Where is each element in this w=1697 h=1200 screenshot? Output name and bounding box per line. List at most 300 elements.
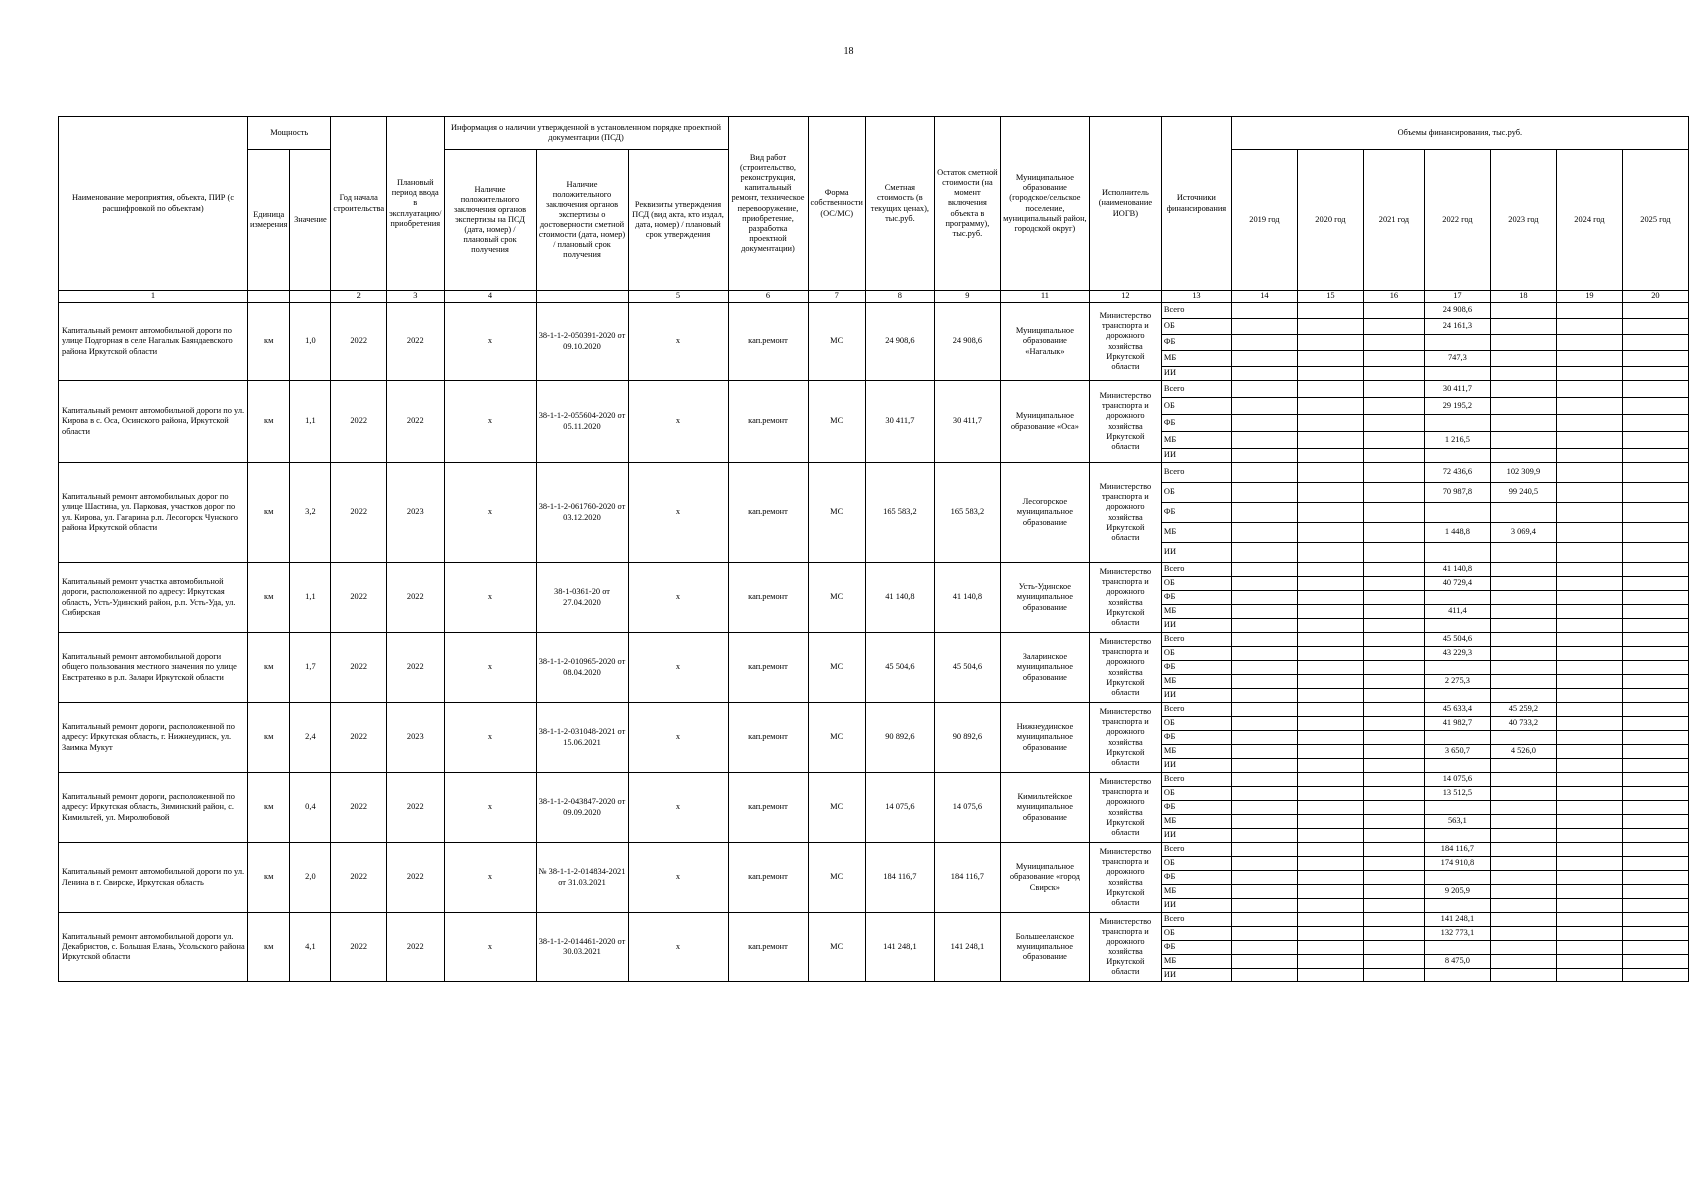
header-start-year: Год начала строительства	[331, 117, 387, 291]
header-psd-info: Информация о наличии утвержденной в установленном порядке проектной документации (ПСД)	[444, 117, 728, 150]
row-psd-approval: х	[628, 913, 728, 982]
row-funding-2021	[1363, 843, 1424, 857]
row-value: 1,1	[290, 563, 331, 633]
row-municipality: Кимильтейское муниципальное образование	[1000, 773, 1089, 843]
row-psd-cost: 38-1-1-2-010965-2020 от 08.04.2020	[536, 633, 628, 703]
row-funding-2023	[1490, 415, 1556, 432]
header-work-type: Вид работ (строительство, реконструкция, капитальный ремонт, техническое перевооружение, приобретение, разработка проектной документации)	[728, 117, 808, 291]
row-funding-2020	[1297, 543, 1363, 563]
row-municipality: Муниципальное образование «Оса»	[1000, 381, 1089, 463]
row-funding-source: МБ	[1161, 815, 1231, 829]
row-funding-2024	[1556, 675, 1622, 689]
row-funding-2025	[1622, 647, 1688, 661]
row-funding-2025	[1622, 633, 1688, 647]
row-remainder: 14 075,6	[934, 773, 1000, 843]
row-funding-2022	[1424, 731, 1490, 745]
header-psd-cost: Наличие положительного заключения органов экспертизы о достоверности сметной стоимости (дата, номер) / плановый срок получения	[536, 150, 628, 291]
row-funding-2020	[1297, 955, 1363, 969]
row-funding-2021	[1363, 745, 1424, 759]
row-funding-source: ОБ	[1161, 927, 1231, 941]
row-funding-2023	[1490, 913, 1556, 927]
row-funding-2024	[1556, 577, 1622, 591]
row-psd-expertise: х	[444, 703, 536, 773]
row-funding-2023: 102 309,9	[1490, 463, 1556, 483]
row-funding-2022: 1 216,5	[1424, 432, 1490, 449]
row-funding-2024	[1556, 381, 1622, 398]
row-estimate: 45 504,6	[865, 633, 934, 703]
column-number: 15	[1297, 291, 1363, 303]
row-psd-cost: 38-1-1-2-055604-2020 от 05.11.2020	[536, 381, 628, 463]
header-sources: Источники финансирования	[1161, 117, 1231, 291]
column-number: 14	[1231, 291, 1297, 303]
row-funding-2019	[1231, 787, 1297, 801]
row-funding-2025	[1622, 381, 1688, 398]
row-funding-2024	[1556, 591, 1622, 605]
column-number: 9	[934, 291, 1000, 303]
row-funding-2020	[1297, 633, 1363, 647]
row-funding-2024	[1556, 829, 1622, 843]
row-funding-source: ФБ	[1161, 661, 1231, 675]
row-funding-2020	[1297, 787, 1363, 801]
row-funding-2022	[1424, 661, 1490, 675]
row-funding-2023: 45 259,2	[1490, 703, 1556, 717]
row-funding-2019	[1231, 689, 1297, 703]
row-funding-2022	[1424, 367, 1490, 381]
row-funding-2019	[1231, 717, 1297, 731]
row-funding-2022	[1424, 829, 1490, 843]
table-row	[59, 563, 1689, 577]
row-funding-source: ФБ	[1161, 335, 1231, 351]
row-work-type: кап.ремонт	[728, 563, 808, 633]
row-funding-2021	[1363, 381, 1424, 398]
column-number: 7	[808, 291, 865, 303]
row-unit: км	[248, 913, 290, 982]
row-psd-cost: 38-1-1-2-014461-2020 от 30.03.2021	[536, 913, 628, 982]
header-funding: Объемы финансирования, тыс.руб.	[1231, 117, 1688, 150]
header-plan-period: Плановый период ввода в эксплуатацию/приобретения	[387, 117, 444, 291]
row-funding-2021	[1363, 759, 1424, 773]
row-funding-2021	[1363, 591, 1424, 605]
column-number: 13	[1161, 291, 1231, 303]
row-funding-2025	[1622, 745, 1688, 759]
row-funding-2024	[1556, 745, 1622, 759]
row-funding-2024	[1556, 319, 1622, 335]
row-funding-2023	[1490, 503, 1556, 523]
row-funding-2022: 747,3	[1424, 351, 1490, 367]
row-funding-2020	[1297, 871, 1363, 885]
row-executor: Министерство транспорта и дорожного хозяйства Иркутской области	[1089, 843, 1161, 913]
row-funding-2019	[1231, 381, 1297, 398]
row-funding-2023	[1490, 675, 1556, 689]
row-funding-source: Всего	[1161, 633, 1231, 647]
row-funding-2023	[1490, 899, 1556, 913]
row-funding-2021	[1363, 703, 1424, 717]
row-funding-source: ФБ	[1161, 871, 1231, 885]
row-funding-2023	[1490, 449, 1556, 463]
row-funding-2021	[1363, 647, 1424, 661]
row-funding-2023	[1490, 955, 1556, 969]
row-funding-2020	[1297, 815, 1363, 829]
row-remainder: 184 116,7	[934, 843, 1000, 913]
row-funding-2024	[1556, 367, 1622, 381]
row-funding-2022	[1424, 689, 1490, 703]
table-row	[59, 463, 1689, 483]
row-funding-2022	[1424, 591, 1490, 605]
row-funding-source: Всего	[1161, 463, 1231, 483]
row-funding-2024	[1556, 398, 1622, 415]
row-value: 1,7	[290, 633, 331, 703]
row-funding-2019	[1231, 969, 1297, 982]
row-funding-2019	[1231, 801, 1297, 815]
row-psd-approval: х	[628, 703, 728, 773]
row-funding-2019	[1231, 703, 1297, 717]
row-funding-2025	[1622, 815, 1688, 829]
row-funding-source: ОБ	[1161, 857, 1231, 871]
row-funding-2021	[1363, 303, 1424, 319]
row-work-type: кап.ремонт	[728, 633, 808, 703]
row-funding-2021	[1363, 731, 1424, 745]
row-funding-2021	[1363, 577, 1424, 591]
row-psd-cost: 38-1-0361-20 от 27.04.2020	[536, 563, 628, 633]
row-work-type: кап.ремонт	[728, 303, 808, 381]
row-start-year: 2022	[331, 381, 387, 463]
row-funding-2021	[1363, 941, 1424, 955]
row-estimate: 14 075,6	[865, 773, 934, 843]
row-funding-2019	[1231, 367, 1297, 381]
row-funding-2022: 411,4	[1424, 605, 1490, 619]
row-funding-2023	[1490, 969, 1556, 982]
row-funding-2022: 8 475,0	[1424, 955, 1490, 969]
row-funding-2022: 174 910,8	[1424, 857, 1490, 871]
row-funding-2025	[1622, 941, 1688, 955]
row-funding-source: МБ	[1161, 523, 1231, 543]
row-funding-source: ФБ	[1161, 591, 1231, 605]
row-funding-2025	[1622, 605, 1688, 619]
row-name: Капитальный ремонт дороги, расположенной по адресу: Иркутская область, г. Нижнеудинск, ул. Заимка Мукут	[59, 703, 248, 773]
row-funding-2021	[1363, 675, 1424, 689]
row-funding-2025	[1622, 463, 1688, 483]
row-funding-2022: 72 436,6	[1424, 463, 1490, 483]
row-end-year: 2022	[387, 381, 444, 463]
column-number: 1	[59, 291, 248, 303]
row-funding-2020	[1297, 969, 1363, 982]
row-funding-source: ФБ	[1161, 731, 1231, 745]
row-funding-2025	[1622, 787, 1688, 801]
row-funding-2025	[1622, 913, 1688, 927]
row-funding-2024	[1556, 731, 1622, 745]
row-funding-2019	[1231, 857, 1297, 871]
row-funding-2020	[1297, 829, 1363, 843]
row-funding-source: ИИ	[1161, 969, 1231, 982]
row-estimate: 165 583,2	[865, 463, 934, 563]
row-funding-2021	[1363, 717, 1424, 731]
row-funding-2024	[1556, 843, 1622, 857]
row-funding-2021	[1363, 801, 1424, 815]
row-funding-2023: 4 526,0	[1490, 745, 1556, 759]
row-psd-cost: 38-1-1-2-061760-2020 от 03.12.2020	[536, 463, 628, 563]
row-funding-2023	[1490, 605, 1556, 619]
row-funding-2025	[1622, 432, 1688, 449]
row-funding-2024	[1556, 703, 1622, 717]
row-end-year: 2022	[387, 563, 444, 633]
row-end-year: 2022	[387, 303, 444, 381]
row-funding-2023	[1490, 398, 1556, 415]
row-funding-2020	[1297, 913, 1363, 927]
row-estimate: 141 248,1	[865, 913, 934, 982]
header-year-2019: 2019 год	[1231, 150, 1297, 291]
row-funding-2024	[1556, 857, 1622, 871]
row-funding-2019	[1231, 955, 1297, 969]
row-funding-2022	[1424, 449, 1490, 463]
row-funding-2024	[1556, 543, 1622, 563]
row-funding-2023	[1490, 335, 1556, 351]
row-funding-2020	[1297, 941, 1363, 955]
row-funding-2020	[1297, 885, 1363, 899]
row-funding-2025	[1622, 619, 1688, 633]
row-funding-2019	[1231, 759, 1297, 773]
row-ownership: МС	[808, 703, 865, 773]
row-funding-2022: 45 633,4	[1424, 703, 1490, 717]
row-start-year: 2022	[331, 843, 387, 913]
row-start-year: 2022	[331, 633, 387, 703]
row-funding-2023	[1490, 633, 1556, 647]
row-executor: Министерство транспорта и дорожного хозяйства Иркутской области	[1089, 633, 1161, 703]
header-year-2025: 2025 год	[1622, 150, 1688, 291]
row-funding-2023	[1490, 759, 1556, 773]
row-funding-2020	[1297, 463, 1363, 483]
column-number: 11	[1000, 291, 1089, 303]
row-remainder: 165 583,2	[934, 463, 1000, 563]
row-funding-2019	[1231, 577, 1297, 591]
row-funding-2022: 9 205,9	[1424, 885, 1490, 899]
row-psd-cost: 38-1-1-2-043847-2020 от 09.09.2020	[536, 773, 628, 843]
financing-table	[58, 116, 1689, 982]
row-ownership: МС	[808, 843, 865, 913]
row-funding-2024	[1556, 463, 1622, 483]
row-funding-2025	[1622, 829, 1688, 843]
column-number	[248, 291, 290, 303]
row-remainder: 90 892,6	[934, 703, 1000, 773]
row-funding-2021	[1363, 633, 1424, 647]
row-executor: Министерство транспорта и дорожного хозяйства Иркутской области	[1089, 381, 1161, 463]
row-funding-source: ИИ	[1161, 543, 1231, 563]
row-unit: км	[248, 463, 290, 563]
row-unit: км	[248, 303, 290, 381]
row-funding-2019	[1231, 449, 1297, 463]
row-funding-2022	[1424, 759, 1490, 773]
row-work-type: кап.ремонт	[728, 773, 808, 843]
row-funding-2025	[1622, 689, 1688, 703]
row-funding-2019	[1231, 463, 1297, 483]
row-funding-2019	[1231, 432, 1297, 449]
row-funding-2019	[1231, 619, 1297, 633]
row-funding-2020	[1297, 801, 1363, 815]
row-funding-2023	[1490, 647, 1556, 661]
row-funding-2022: 29 195,2	[1424, 398, 1490, 415]
row-funding-2019	[1231, 871, 1297, 885]
row-funding-2022: 184 116,7	[1424, 843, 1490, 857]
row-name: Капитальный ремонт дороги, расположенной по адресу: Иркутская область, Зиминский район, с. Кимильтей, ул. Миролюбовой	[59, 773, 248, 843]
row-funding-2020	[1297, 927, 1363, 941]
row-funding-2019	[1231, 927, 1297, 941]
row-funding-source: ФБ	[1161, 415, 1231, 432]
row-municipality: Заларинское муниципальное образование	[1000, 633, 1089, 703]
row-funding-2021	[1363, 885, 1424, 899]
column-number	[536, 291, 628, 303]
row-psd-expertise: х	[444, 633, 536, 703]
row-funding-2020	[1297, 398, 1363, 415]
header-psd-approval: Реквизиты утверждения ПСД (вид акта, кто издал, дата, номер) / плановый срок утверждения	[628, 150, 728, 291]
row-funding-2023	[1490, 787, 1556, 801]
row-funding-2022	[1424, 801, 1490, 815]
row-funding-2025	[1622, 857, 1688, 871]
row-funding-2019	[1231, 899, 1297, 913]
header-name: Наименование мероприятия, объекта, ПИР (с расшифровкой по объектам)	[59, 117, 248, 291]
row-funding-source: ОБ	[1161, 717, 1231, 731]
row-municipality: Нижнеудинское муниципальное образование	[1000, 703, 1089, 773]
row-funding-2022: 14 075,6	[1424, 773, 1490, 787]
row-remainder: 24 908,6	[934, 303, 1000, 381]
row-funding-2023	[1490, 432, 1556, 449]
row-funding-2022: 132 773,1	[1424, 927, 1490, 941]
row-funding-2021	[1363, 463, 1424, 483]
row-funding-2024	[1556, 523, 1622, 543]
column-number: 5	[628, 291, 728, 303]
table-row	[59, 843, 1689, 857]
row-funding-2025	[1622, 523, 1688, 543]
row-funding-2024	[1556, 449, 1622, 463]
row-funding-2019	[1231, 647, 1297, 661]
row-funding-2021	[1363, 523, 1424, 543]
row-funding-2021	[1363, 829, 1424, 843]
row-funding-2022: 13 512,5	[1424, 787, 1490, 801]
row-funding-2023	[1490, 577, 1556, 591]
row-funding-2022: 24 161,3	[1424, 319, 1490, 335]
row-funding-source: ИИ	[1161, 899, 1231, 913]
row-psd-expertise: х	[444, 913, 536, 982]
row-funding-2019	[1231, 913, 1297, 927]
row-name: Капитальный ремонт автомобильных дорог по улице Шастина, ул. Парковая, участков дорог по ул. Кирова, ул. Гагарина р.п. Лесогорск Чунского района Иркутской области	[59, 463, 248, 563]
table-row	[59, 703, 1689, 717]
row-funding-2025	[1622, 717, 1688, 731]
row-funding-2020	[1297, 843, 1363, 857]
header-remainder: Остаток сметной стоимости (на момент включения объекта в программу), тыс.руб.	[934, 117, 1000, 291]
row-unit: км	[248, 703, 290, 773]
row-funding-source: МБ	[1161, 351, 1231, 367]
row-funding-2023	[1490, 689, 1556, 703]
row-funding-2023: 40 733,2	[1490, 717, 1556, 731]
row-funding-2022: 40 729,4	[1424, 577, 1490, 591]
row-funding-2020	[1297, 591, 1363, 605]
row-funding-source: ИИ	[1161, 829, 1231, 843]
row-executor: Министерство транспорта и дорожного хозяйства Иркутской области	[1089, 773, 1161, 843]
row-estimate: 184 116,7	[865, 843, 934, 913]
row-start-year: 2022	[331, 703, 387, 773]
row-funding-2024	[1556, 969, 1622, 982]
row-funding-2024	[1556, 351, 1622, 367]
row-funding-2021	[1363, 503, 1424, 523]
column-number	[290, 291, 331, 303]
row-funding-2024	[1556, 335, 1622, 351]
row-funding-source: ФБ	[1161, 941, 1231, 955]
row-funding-2024	[1556, 633, 1622, 647]
row-funding-2025	[1622, 449, 1688, 463]
row-start-year: 2022	[331, 773, 387, 843]
row-funding-2025	[1622, 563, 1688, 577]
row-funding-2021	[1363, 857, 1424, 871]
row-funding-2022	[1424, 941, 1490, 955]
row-name: Капитальный ремонт автомобильной дороги по ул. Ленина в г. Свирске, Иркутская область	[59, 843, 248, 913]
row-funding-2023	[1490, 941, 1556, 955]
row-funding-2019	[1231, 398, 1297, 415]
table-row	[59, 633, 1689, 647]
row-funding-2023	[1490, 871, 1556, 885]
table-row	[59, 773, 1689, 787]
header-unit: Единица измерения	[248, 150, 290, 291]
header-executor: Исполнитель (наименование ИОГВ)	[1089, 117, 1161, 291]
row-funding-source: МБ	[1161, 432, 1231, 449]
row-psd-approval: х	[628, 843, 728, 913]
row-funding-2023	[1490, 367, 1556, 381]
row-funding-2023	[1490, 381, 1556, 398]
header-estimate: Сметная стоимость (в текущих ценах), тыс.руб.	[865, 117, 934, 291]
row-funding-2019	[1231, 773, 1297, 787]
row-funding-2019	[1231, 319, 1297, 335]
row-executor: Министерство транспорта и дорожного хозяйства Иркутской области	[1089, 463, 1161, 563]
row-ownership: МС	[808, 913, 865, 982]
row-funding-2025	[1622, 731, 1688, 745]
row-funding-2023	[1490, 319, 1556, 335]
row-work-type: кап.ремонт	[728, 463, 808, 563]
row-funding-2022: 41 140,8	[1424, 563, 1490, 577]
header-year-2020: 2020 год	[1297, 150, 1363, 291]
row-end-year: 2022	[387, 913, 444, 982]
row-funding-source: ФБ	[1161, 503, 1231, 523]
row-funding-2024	[1556, 661, 1622, 675]
row-funding-2023	[1490, 857, 1556, 871]
row-executor: Министерство транспорта и дорожного хозяйства Иркутской области	[1089, 913, 1161, 982]
row-funding-2020	[1297, 759, 1363, 773]
row-psd-expertise: х	[444, 843, 536, 913]
row-funding-2019	[1231, 829, 1297, 843]
row-funding-2023: 3 069,4	[1490, 523, 1556, 543]
row-funding-source: ОБ	[1161, 787, 1231, 801]
row-funding-2023	[1490, 829, 1556, 843]
row-estimate: 90 892,6	[865, 703, 934, 773]
row-funding-2020	[1297, 717, 1363, 731]
header-capacity: Мощность	[248, 117, 331, 150]
row-funding-2023	[1490, 303, 1556, 319]
row-ownership: МС	[808, 463, 865, 563]
row-funding-2021	[1363, 483, 1424, 503]
row-funding-source: МБ	[1161, 675, 1231, 689]
row-funding-2021	[1363, 415, 1424, 432]
row-funding-2019	[1231, 675, 1297, 689]
row-ownership: МС	[808, 773, 865, 843]
row-funding-2023	[1490, 351, 1556, 367]
row-municipality: Муниципальное образование «город Свирск»	[1000, 843, 1089, 913]
row-funding-2024	[1556, 759, 1622, 773]
page-number: 18	[843, 46, 854, 57]
row-funding-2021	[1363, 871, 1424, 885]
row-psd-approval: х	[628, 463, 728, 563]
column-numbers-row	[59, 291, 1689, 303]
row-estimate: 24 908,6	[865, 303, 934, 381]
column-number: 19	[1556, 291, 1622, 303]
row-end-year: 2022	[387, 773, 444, 843]
row-funding-2023	[1490, 773, 1556, 787]
row-funding-2023	[1490, 591, 1556, 605]
